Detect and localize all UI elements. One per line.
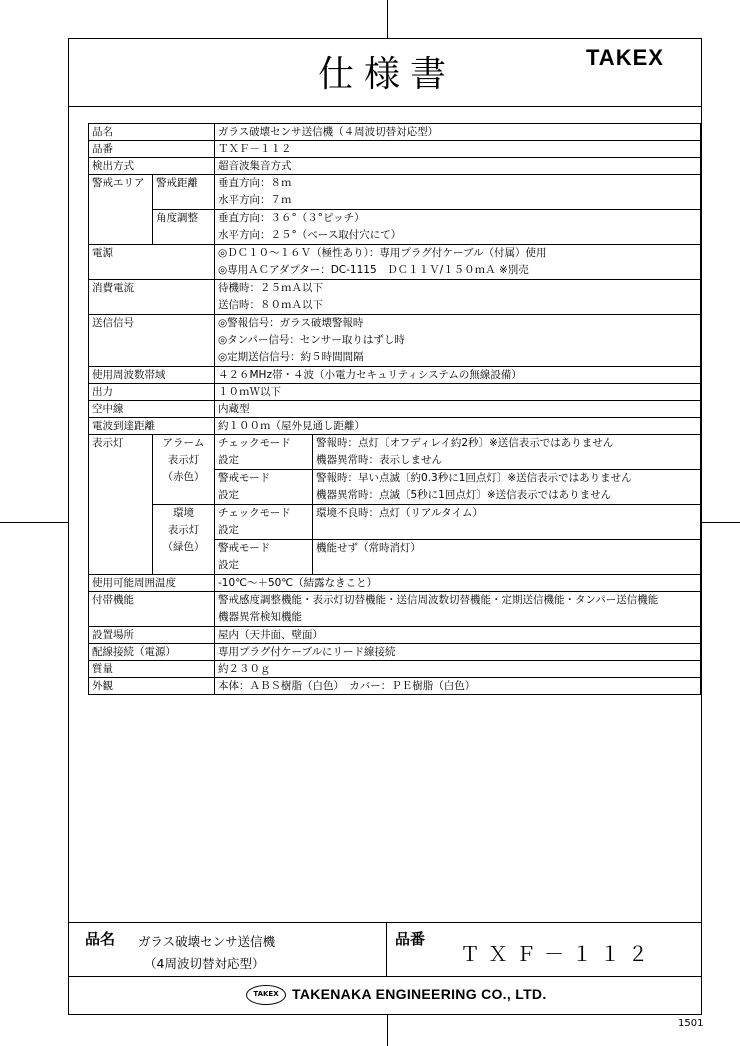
row-value: 超音波集音方式	[215, 158, 701, 175]
value-line: 機器異常検知機能	[218, 611, 302, 623]
footer-divider-top	[69, 922, 701, 923]
row-label: 出力	[89, 384, 215, 401]
row-value: ＴＸＦ－１１２	[215, 141, 701, 158]
mode-line: 警戒モード	[218, 472, 271, 484]
value-line: ◎専用ＡＣアダプター：DC-1115 ＤＣ１１Ｖ/１５０ｍＡ ※別売	[218, 264, 529, 276]
sub-label: 警戒距離	[153, 175, 215, 210]
value-line: 警戒感度調整機能・表示灯切替機能・送信周波数切替機能・定期送信機能・タンパー送信機能	[218, 594, 659, 606]
row-detection	[89, 158, 701, 175]
registration-mark-right	[702, 522, 740, 523]
row-value	[313, 470, 701, 505]
value-line: 機器異常時：表示しません	[316, 454, 442, 466]
value-line: ◎ＤＣ１０～１６Ｖ（極性あり）：専用プラグ付ケーブル（付属）使用	[218, 247, 547, 259]
mode-label	[215, 505, 313, 540]
document-number: 1501	[678, 1018, 704, 1029]
brand-logo-text: TAKEX	[586, 45, 664, 70]
row-value	[215, 315, 701, 367]
row-mass	[89, 661, 701, 678]
row-value: 約２３０ｇ	[215, 661, 701, 678]
row-value: 専用プラグ付ケーブルにリード線接続	[215, 644, 701, 661]
mode-label	[215, 540, 313, 575]
row-value: 本体：ＡＢＳ樹脂（白色） カバー：ＰＥ樹脂（白色）	[215, 678, 701, 695]
row-label: 空中線	[89, 401, 215, 418]
row-product-code	[89, 141, 701, 158]
row-appearance	[89, 678, 701, 695]
row-label: 電波到達距離	[89, 418, 215, 435]
row-functions	[89, 592, 701, 627]
row-value: ４２６MHz帯・４波（小電力セキュリティシステムの無線設備）	[215, 367, 701, 384]
row-value	[215, 592, 701, 627]
row-wiring	[89, 644, 701, 661]
value-line: 機器異常時：点滅〔5秒に1回点灯〕※送信表示ではありません	[316, 489, 612, 501]
row-indicator-env-check	[89, 505, 701, 540]
footer-code-value: ＴＸＦ－１１２	[460, 942, 656, 966]
value-line: ◎警報信号：ガラス破壊警報時	[218, 317, 364, 329]
row-area-distance	[89, 175, 701, 210]
registration-mark-top	[387, 0, 388, 38]
sub-label	[153, 505, 215, 575]
row-value: 環境不良時：点灯（リアルタイム）	[313, 505, 701, 540]
sub-label-line: （緑色）	[162, 541, 205, 553]
footer-name-line1: ガラス破壊センサ送信機	[138, 934, 276, 949]
row-frequency	[89, 367, 701, 384]
value-line: 警報時：早い点滅〔約0.3秒に1回点灯〕※送信表示ではありません	[316, 472, 632, 484]
row-area-angle	[89, 210, 701, 245]
row-temperature	[89, 575, 701, 592]
value-line: 垂直方向：３６°（３°ピッチ）	[218, 212, 365, 224]
registration-mark-bottom	[387, 1015, 388, 1046]
row-product-name	[89, 124, 701, 141]
sub-label-line: 表示灯	[167, 454, 200, 466]
mode-line: 警戒モード	[218, 542, 271, 554]
title-divider	[69, 106, 701, 107]
sub-label-line: （赤色）	[162, 471, 205, 483]
footer-name-label: 品名	[85, 930, 116, 948]
row-value	[215, 175, 701, 210]
row-value: 内蔵型	[215, 401, 701, 418]
mode-line: チェックモード	[218, 437, 291, 449]
value-line: ◎定期送信信号：約５時間間隔	[218, 351, 364, 363]
sub-label-line: アラーム	[162, 437, 205, 449]
row-label: 外観	[89, 678, 215, 695]
row-value: 屋内（天井面、壁面）	[215, 627, 701, 644]
footer-divider-bottom	[69, 976, 701, 977]
row-label: 消費電流	[89, 280, 215, 315]
mode-label	[215, 470, 313, 505]
mode-label	[215, 435, 313, 470]
document-title: 仕様書	[318, 54, 457, 95]
row-install	[89, 627, 701, 644]
mode-line: 設定	[218, 489, 239, 501]
registration-mark-left	[0, 522, 68, 523]
row-value: 機能せず（常時消灯）	[313, 540, 701, 575]
mode-line: 設定	[218, 454, 239, 466]
row-signal	[89, 315, 701, 367]
row-power	[89, 245, 701, 280]
row-value: ガラス破壊センサ送信機（４周波切替対応型）	[215, 124, 701, 141]
row-range	[89, 418, 701, 435]
sub-label-line: 環境	[173, 507, 194, 519]
row-label: 品番	[89, 141, 215, 158]
row-value	[215, 210, 701, 245]
row-current	[89, 280, 701, 315]
value-line: 垂直方向：８ｍ	[218, 177, 292, 189]
value-line: 警報時：点灯〔オフディレイ約2秒〕※送信表示ではありません	[316, 437, 614, 449]
row-value	[313, 435, 701, 470]
row-label: 付帯機能	[89, 592, 215, 627]
company-logo-icon: TAKEX	[246, 985, 286, 1005]
row-value: -10℃～＋50℃（結露なきこと）	[215, 575, 701, 592]
value-line: ◎タンパー信号：センサー取りはずし時	[218, 334, 405, 346]
mode-line: チェックモード	[218, 507, 291, 519]
row-label: 品名	[89, 124, 215, 141]
footer-code-label: 品番	[395, 930, 426, 948]
row-antenna	[89, 401, 701, 418]
sub-label: 角度調整	[153, 210, 215, 245]
row-label: 質量	[89, 661, 215, 678]
mode-line: 設定	[218, 559, 239, 571]
row-label: 設置場所	[89, 627, 215, 644]
row-label: 配線接続（電源）	[89, 644, 215, 661]
row-label: 表示灯	[89, 435, 153, 575]
company-name: TAKENAKA ENGINEERING CO., LTD.	[292, 986, 547, 1002]
row-label: 使用周波数帯域	[89, 367, 215, 384]
spec-table	[88, 123, 701, 695]
row-value	[215, 245, 701, 280]
value-line: 送信時：８０ｍＡ以下	[218, 299, 323, 311]
row-label: 警戒エリア	[89, 175, 153, 245]
value-line: 待機時：２５ｍＡ以下	[218, 282, 323, 294]
row-label: 電源	[89, 245, 215, 280]
sub-label-line: 表示灯	[167, 524, 200, 536]
footer-name-line2: （4周波切替対応型）	[144, 956, 265, 971]
row-label: 検出方式	[89, 158, 215, 175]
value-line: 水平方向：２５°（ベース取付穴にて）	[218, 229, 402, 241]
row-label: 送信信号	[89, 315, 215, 367]
row-value: 約１００ｍ（屋外見通し距離）	[215, 418, 701, 435]
row-label: 使用可能周囲温度	[89, 575, 215, 592]
sub-label	[153, 435, 215, 505]
value-line: 水平方向：７ｍ	[218, 194, 292, 206]
row-value: １０ｍＷ以下	[215, 384, 701, 401]
row-indicator-alarm-check	[89, 435, 701, 470]
mode-line: 設定	[218, 524, 239, 536]
row-value	[215, 280, 701, 315]
row-output	[89, 384, 701, 401]
footer-divider-vertical	[386, 922, 387, 976]
